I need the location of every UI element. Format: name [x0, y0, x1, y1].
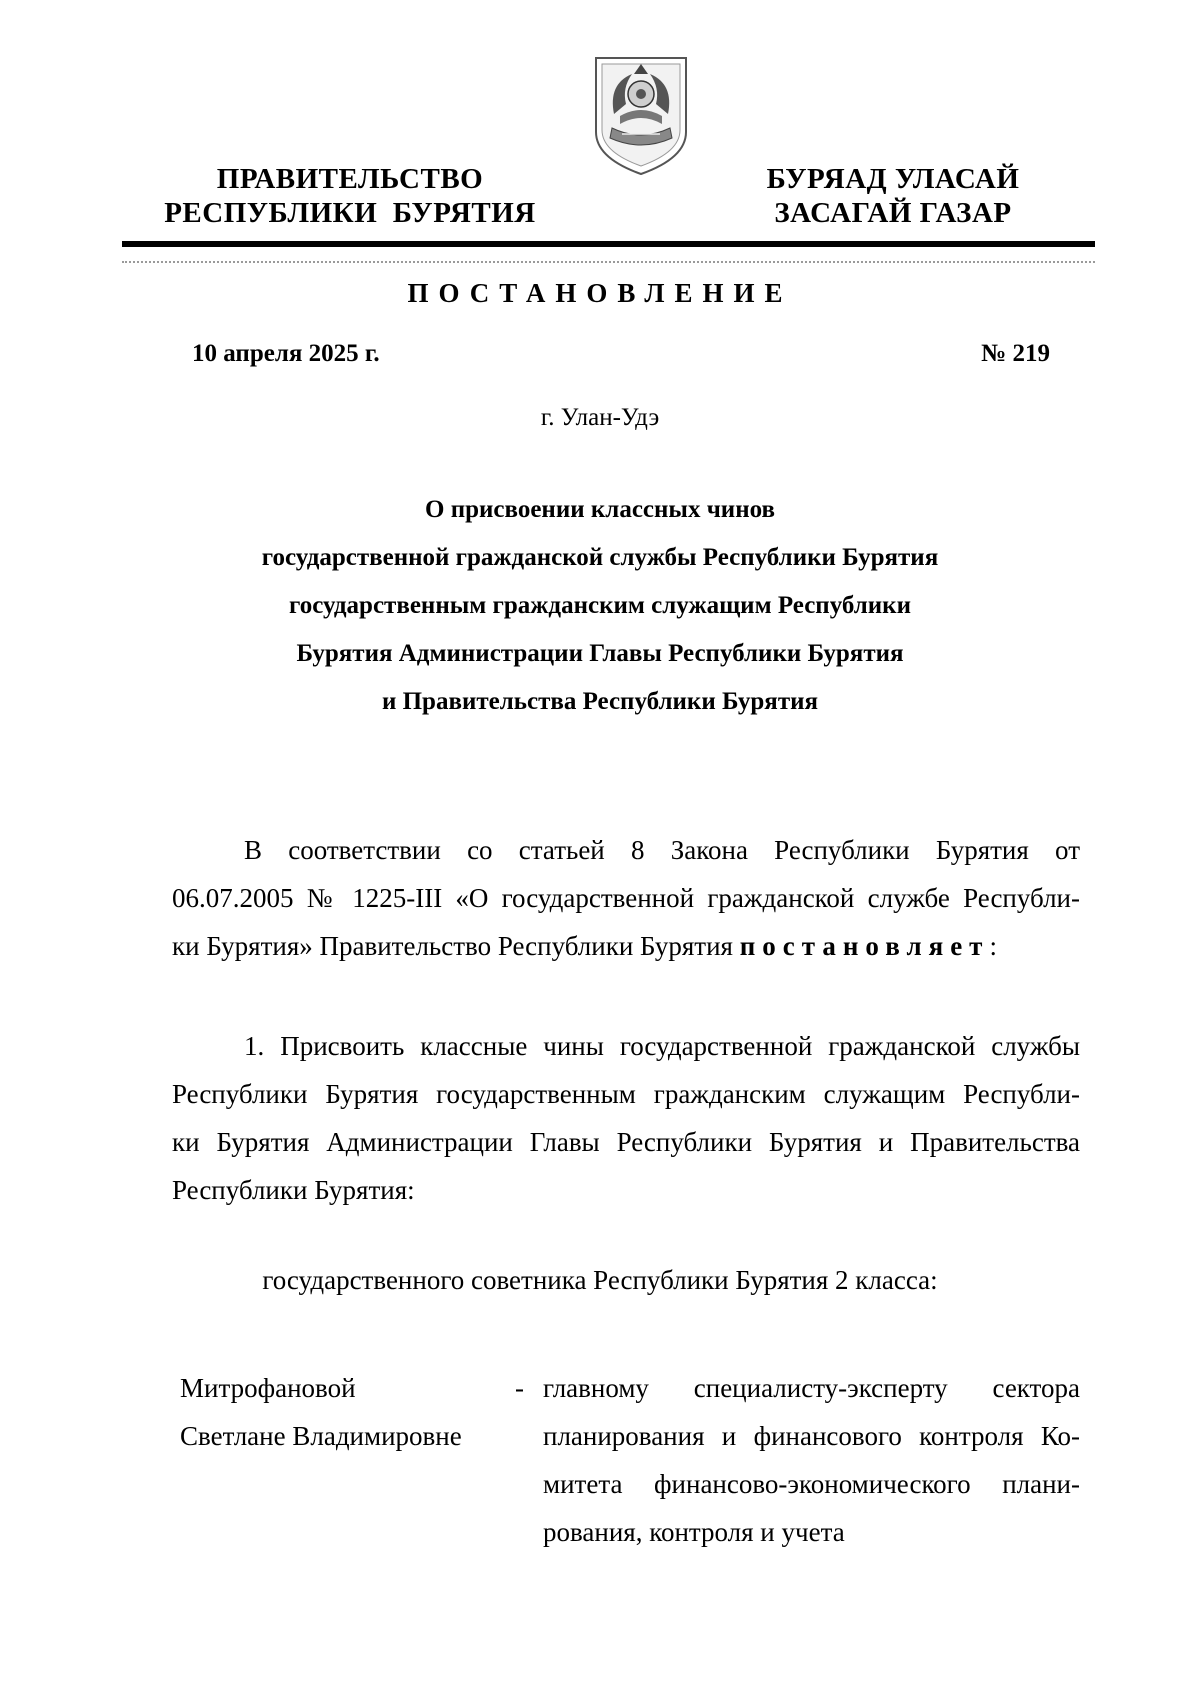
- org-name-buryat-line-1: БУРЯАД УЛАСАЙ: [766, 163, 1020, 195]
- preamble-line: В соответствии со статьей 8 Закона Республики Бурятия от: [244, 835, 1080, 865]
- decree-word: постановляет: [739, 931, 990, 961]
- org-name-russian-line-2: РЕСПУБЛИКИ БУРЯТИЯ: [164, 197, 536, 229]
- item-1-paragraph: [172, 1022, 1080, 1214]
- header-divider-thin: [122, 261, 1095, 263]
- org-name-russian-line-1: ПРАВИТЕЛЬСТВО: [216, 163, 484, 195]
- assignee-position-line: главному специалисту-эксперту сектора: [543, 1373, 1080, 1403]
- assignee-surname: Митрофановой: [180, 1373, 356, 1403]
- item-1-line: Республики Бурятия:: [172, 1175, 415, 1205]
- item-1-line: ки Бурятия Администрации Главы Республики Бурятия и Правительства: [172, 1127, 1080, 1157]
- coat-of-arms-icon: [592, 54, 690, 178]
- title-line: государственным гражданским служащим Республики: [288, 592, 911, 619]
- title-line: государственной гражданской службы Республики Бурятия: [261, 544, 939, 571]
- preamble-paragraph: [172, 826, 1080, 970]
- assignee-given-name: Светлане Владимировне: [180, 1421, 462, 1451]
- document-date: 10 апреля 2025 г.: [192, 340, 380, 367]
- org-name-buryat: [708, 162, 1078, 230]
- item-1-line: Республики Бурятия государственным гражданским служащим Республи-: [172, 1079, 1080, 1109]
- decree-suffix: :: [989, 931, 997, 961]
- assignee-dash: -: [515, 1373, 524, 1403]
- document-number: № 219: [981, 340, 1050, 367]
- preamble-line-text: ки Бурятия» Правительство Республики Бурятия: [172, 931, 740, 961]
- document-title: [170, 486, 1030, 726]
- document-type: ПОСТАНОВЛЕНИЕ: [407, 278, 793, 308]
- document-city: г. Улан-Удэ: [540, 404, 660, 431]
- item-1-line: 1. Присвоить классные чины государственной гражданской службы: [244, 1031, 1080, 1061]
- preamble-line-final: [172, 922, 1080, 970]
- assignee-position-line: митета финансово-экономического плани-: [543, 1469, 1080, 1499]
- assignee-name: [180, 1364, 510, 1460]
- assignee-position: [543, 1364, 1080, 1556]
- org-name-buryat-line-2: ЗАСАГАЙ ГАЗАР: [774, 197, 1012, 229]
- title-line: Бурятия Администрации Главы Республики Бурятия: [296, 640, 904, 667]
- org-name-russian: [150, 162, 550, 230]
- rank-heading: государственного советника Республики Бурятия 2 класса:: [262, 1265, 938, 1295]
- assignee-position-line: рования, контроля и учета: [543, 1517, 845, 1547]
- header-divider-thick: [122, 241, 1095, 247]
- assignee-position-line: планирования и финансового контроля Ко-: [543, 1421, 1080, 1451]
- title-line: и Правительства Республики Бурятия: [381, 688, 819, 715]
- title-line: О присвоении классных чинов: [425, 496, 775, 523]
- preamble-line: 06.07.2005 № 1225-III «О государственной гражданской службе Республи-: [172, 883, 1080, 913]
